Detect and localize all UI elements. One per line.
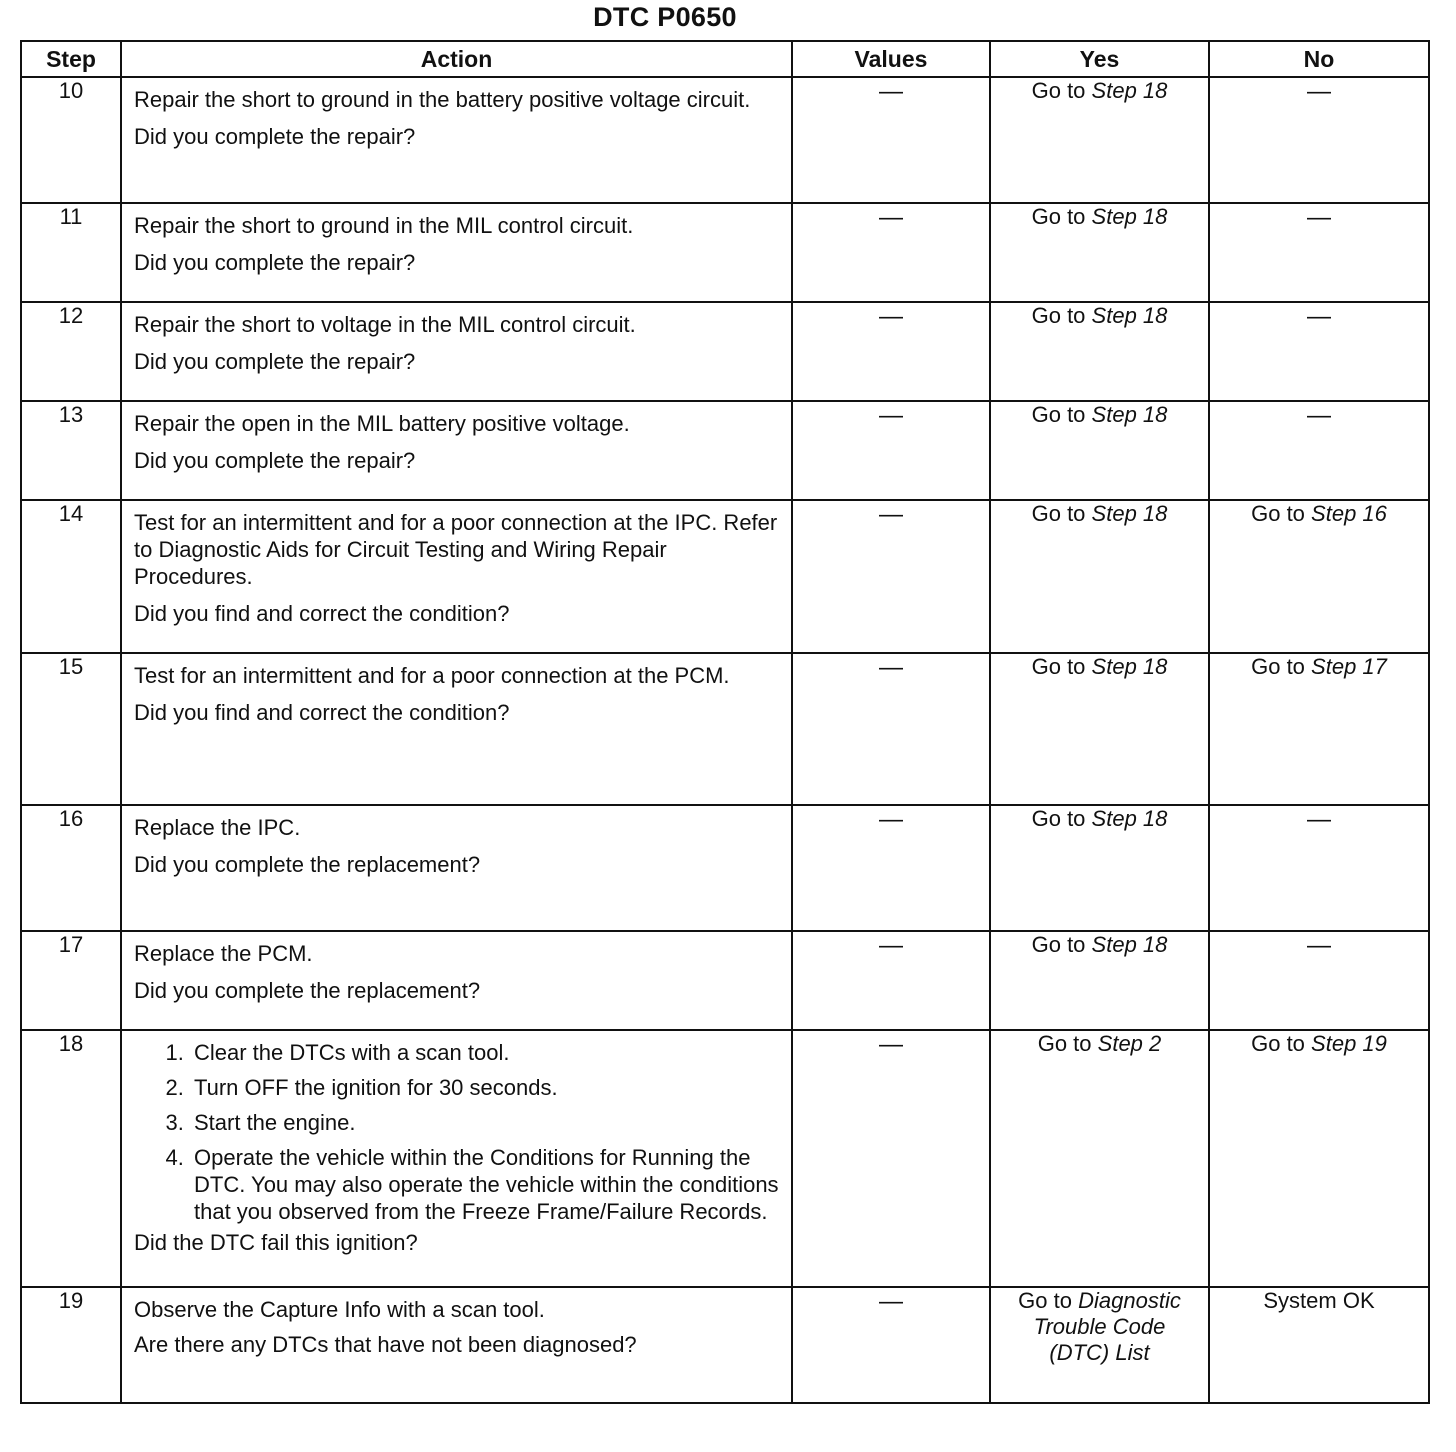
step-number: 13 (21, 401, 121, 500)
action-text: Repair the open in the MIL battery positive voltage. (134, 411, 630, 436)
action-cell (121, 203, 792, 302)
yes-step-ref: Step 18 (1091, 932, 1168, 957)
no-cell: — (1209, 931, 1429, 1030)
action-text: Observe the Capture Info with a scan tool. (134, 1297, 545, 1322)
yes-cell (990, 805, 1209, 931)
action-text: Test for an intermittent and for a poor connection at the PCM. (134, 663, 730, 688)
yes-prefix: Go to (1031, 78, 1086, 103)
action-cell (121, 77, 792, 203)
values-cell: — (792, 500, 990, 653)
step-number: 15 (21, 653, 121, 805)
table-row (21, 1287, 1429, 1403)
table-row (21, 302, 1429, 401)
step-number: 17 (21, 931, 121, 1030)
list-item: 1. Clear the DTCs with a scan tool. (190, 1039, 781, 1066)
yes-cell (990, 500, 1209, 653)
table-row (21, 931, 1429, 1030)
yes-step-ref: Step 18 (1091, 303, 1168, 328)
diagnostic-table (20, 40, 1430, 1404)
step-number: 14 (21, 500, 121, 653)
table-row (21, 500, 1429, 653)
yes-cell (990, 401, 1209, 500)
action-question: Did you complete the repair? (134, 124, 416, 149)
header-no: No (1209, 41, 1429, 77)
values-cell: — (792, 203, 990, 302)
action-cell (121, 931, 792, 1030)
action-cell (121, 1287, 792, 1403)
no-step-ref: Step 16 (1311, 501, 1387, 526)
values-cell: — (792, 931, 990, 1030)
action-question: Did you find and correct the condition? (134, 601, 510, 626)
no-prefix: Go to (1251, 654, 1305, 679)
action-cell (121, 1030, 792, 1287)
no-cell: — (1209, 302, 1429, 401)
table-row (21, 203, 1429, 302)
action-question: Did you find and correct the condition? (134, 700, 510, 725)
yes-cell (990, 931, 1209, 1030)
table-row (21, 77, 1429, 203)
action-text: Repair the short to voltage in the MIL control circuit. (134, 312, 636, 337)
list-item: 4. Operate the vehicle within the Conditions for Running the DTC. You may also operate the vehicle within the conditions that you observed from the Freeze Frame/Failure Records. (190, 1144, 781, 1225)
table-row (21, 805, 1429, 931)
no-step-ref: Step 19 (1311, 1031, 1387, 1056)
yes-dtc-list-ref: Diagnostic Trouble Code (DTC) List (1033, 1288, 1181, 1365)
action-cell (121, 500, 792, 653)
values-cell: — (792, 1030, 990, 1287)
step-number: 11 (21, 203, 121, 302)
values-cell: — (792, 653, 990, 805)
yes-step-ref: Step 18 (1091, 654, 1168, 679)
header-action: Action (121, 41, 792, 77)
list-item: 2. Turn OFF the ignition for 30 seconds. (190, 1074, 781, 1101)
list-item: 3. Start the engine. (190, 1109, 781, 1136)
no-cell: System OK (1209, 1287, 1429, 1403)
yes-step-ref: Step 2 (1097, 1031, 1162, 1056)
values-cell: — (792, 1287, 990, 1403)
yes-cell (990, 77, 1209, 203)
no-cell: — (1209, 203, 1429, 302)
action-question: Did you complete the repair? (134, 349, 416, 374)
page-title: DTC P0650 (593, 2, 737, 32)
action-question: Are there any DTCs that have not been diagnosed? (134, 1332, 637, 1357)
action-cell (121, 401, 792, 500)
step-number: 18 (21, 1030, 121, 1287)
action-text: Test for an intermittent and for a poor connection at the IPC. Refer to Diagnostic Aids for Circuit Testing and Wiring Repair Procedures. (134, 510, 778, 589)
yes-prefix: Go to (1031, 501, 1086, 526)
action-cell (121, 302, 792, 401)
header-values: Values (792, 41, 990, 77)
action-text: Replace the PCM. (134, 941, 313, 966)
yes-prefix: Go to (1031, 932, 1086, 957)
values-cell: — (792, 302, 990, 401)
table-header-row (21, 41, 1429, 77)
yes-cell (990, 653, 1209, 805)
no-cell: — (1209, 77, 1429, 203)
yes-prefix: Go to (1031, 303, 1086, 328)
header-step: Step (21, 41, 121, 77)
no-cell (1209, 1030, 1429, 1287)
no-cell: — (1209, 805, 1429, 931)
action-question: Did you complete the repair? (134, 448, 416, 473)
yes-step-ref: Step 18 (1091, 204, 1168, 229)
action-question: Did you complete the replacement? (134, 978, 481, 1003)
yes-step-ref: Step 18 (1091, 402, 1168, 427)
no-prefix: Go to (1251, 1031, 1305, 1056)
no-cell (1209, 653, 1429, 805)
yes-prefix: Go to (1031, 402, 1086, 427)
header-yes: Yes (990, 41, 1209, 77)
step-number: 19 (21, 1287, 121, 1403)
action-text: Repair the short to ground in the battery positive voltage circuit. (134, 87, 751, 112)
table-row (21, 1030, 1429, 1287)
action-text: Replace the IPC. (134, 815, 301, 840)
yes-step-ref: Step 18 (1091, 78, 1168, 103)
yes-cell (990, 203, 1209, 302)
action-question: Did you complete the repair? (134, 250, 416, 275)
no-cell (1209, 500, 1429, 653)
yes-prefix: Go to (1031, 654, 1086, 679)
yes-cell (990, 302, 1209, 401)
yes-cell (990, 1287, 1209, 1403)
yes-prefix: Go to (1031, 204, 1086, 229)
yes-step-ref: Step 18 (1091, 806, 1168, 831)
substep-list (134, 1039, 781, 1229)
no-prefix: Go to (1251, 501, 1305, 526)
yes-prefix: Go to (1037, 1031, 1092, 1056)
step-number: 12 (21, 302, 121, 401)
values-cell: — (792, 805, 990, 931)
no-step-ref: Step 17 (1311, 654, 1387, 679)
yes-cell (990, 1030, 1209, 1287)
yes-step-ref: Step 18 (1091, 501, 1168, 526)
table-row (21, 653, 1429, 805)
action-question: Did the DTC fail this ignition? (134, 1230, 418, 1255)
no-cell: — (1209, 401, 1429, 500)
step-number: 10 (21, 77, 121, 203)
values-cell: — (792, 401, 990, 500)
action-text: Repair the short to ground in the MIL control circuit. (134, 213, 634, 238)
action-cell (121, 805, 792, 931)
step-number: 16 (21, 805, 121, 931)
values-cell: — (792, 77, 990, 203)
yes-prefix: Go to (1031, 806, 1086, 831)
action-question: Did you complete the replacement? (134, 852, 481, 877)
action-cell (121, 653, 792, 805)
table-row (21, 401, 1429, 500)
yes-prefix: Go to (1018, 1288, 1072, 1313)
